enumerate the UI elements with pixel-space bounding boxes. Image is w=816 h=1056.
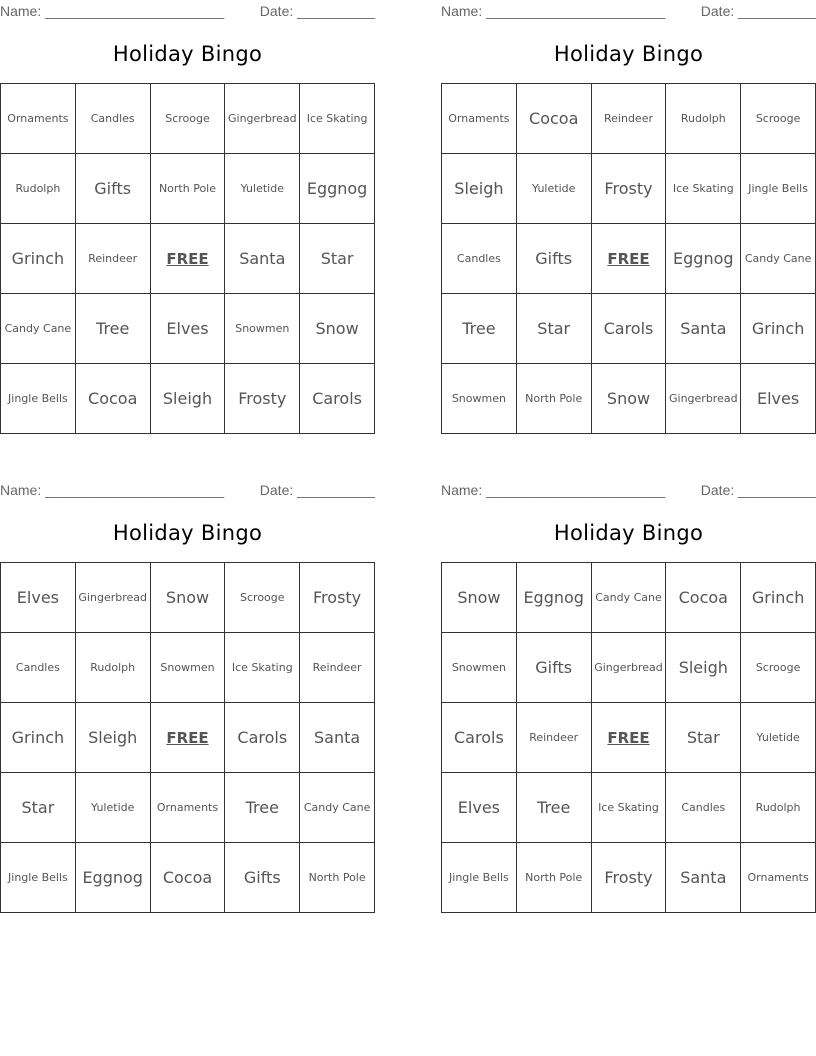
- bingo-cell: Eggnog: [300, 154, 375, 224]
- bingo-cell: Tree: [76, 294, 151, 364]
- bingo-cell: Elves: [442, 773, 517, 843]
- name-date-row: [0, 479, 375, 499]
- bingo-cell: Scrooge: [741, 84, 816, 154]
- bingo-cell: Gingerbread: [76, 563, 151, 633]
- name-field: Name: _______________________: [0, 482, 225, 498]
- bingo-cell: Gifts: [225, 843, 300, 913]
- bingo-cell: Grinch: [1, 224, 76, 294]
- bingo-cell: Snowmen: [442, 633, 517, 703]
- bingo-cell: Carols: [225, 703, 300, 773]
- bingo-cell: Snow: [300, 294, 375, 364]
- bingo-cell: Santa: [300, 703, 375, 773]
- bingo-cell: Sleigh: [666, 633, 741, 703]
- bingo-cell: Reindeer: [517, 703, 592, 773]
- bingo-cell: Star: [1, 773, 76, 843]
- bingo-cell: Gingerbread: [666, 364, 741, 434]
- bingo-cell: Ice Skating: [225, 633, 300, 703]
- bingo-cell: Gingerbread: [592, 633, 667, 703]
- bingo-grid: [441, 562, 816, 913]
- bingo-cell: North Pole: [517, 364, 592, 434]
- card-title: Holiday Bingo: [112, 521, 263, 545]
- bingo-cell: Snowmen: [442, 364, 517, 434]
- bingo-cell: Scrooge: [225, 563, 300, 633]
- bingo-cell: Candles: [1, 633, 76, 703]
- bingo-cell: Scrooge: [741, 633, 816, 703]
- bingo-cell: Elves: [151, 294, 226, 364]
- bingo-cell: North Pole: [517, 843, 592, 913]
- date-field: Date: __________: [259, 3, 375, 19]
- card-title: Holiday Bingo: [112, 42, 263, 66]
- free-space: FREE: [151, 703, 226, 773]
- bingo-cell: Ice Skating: [592, 773, 667, 843]
- bingo-grid: [441, 83, 816, 434]
- bingo-cell: Carols: [442, 703, 517, 773]
- bingo-cell: Candles: [76, 84, 151, 154]
- bingo-cell: Yuletide: [225, 154, 300, 224]
- bingo-cell: Snow: [151, 563, 226, 633]
- free-space: FREE: [592, 703, 667, 773]
- bingo-cell: Sleigh: [151, 364, 226, 434]
- bingo-cell: Snowmen: [151, 633, 226, 703]
- name-field: Name: _______________________: [441, 482, 666, 498]
- bingo-cell: Candy Cane: [300, 773, 375, 843]
- name-date-row: [0, 0, 375, 20]
- bingo-cell: Star: [300, 224, 375, 294]
- bingo-cell: Santa: [666, 843, 741, 913]
- free-space: FREE: [592, 224, 667, 294]
- bingo-grid: [0, 562, 375, 913]
- bingo-cell: Sleigh: [76, 703, 151, 773]
- bingo-cell: Candy Cane: [1, 294, 76, 364]
- bingo-cell: Yuletide: [741, 703, 816, 773]
- bingo-cell: Sleigh: [442, 154, 517, 224]
- bingo-cell: Eggnog: [666, 224, 741, 294]
- bingo-cell: Reindeer: [76, 224, 151, 294]
- bingo-cell: Carols: [592, 294, 667, 364]
- bingo-cell: Ice Skating: [300, 84, 375, 154]
- bingo-cell: Jingle Bells: [442, 843, 517, 913]
- name-field: Name: _______________________: [441, 3, 666, 19]
- bingo-cell: North Pole: [300, 843, 375, 913]
- bingo-cell: Tree: [225, 773, 300, 843]
- bingo-cell: Carols: [300, 364, 375, 434]
- bingo-cell: Star: [666, 703, 741, 773]
- bingo-cell: Gingerbread: [225, 84, 300, 154]
- bingo-cell: Jingle Bells: [741, 154, 816, 224]
- bingo-cell: Grinch: [741, 563, 816, 633]
- bingo-cell: Frosty: [592, 154, 667, 224]
- bingo-cell: Star: [517, 294, 592, 364]
- bingo-cell: Tree: [517, 773, 592, 843]
- bingo-cell: Reindeer: [300, 633, 375, 703]
- bingo-cell: Snow: [442, 563, 517, 633]
- date-field: Date: __________: [700, 3, 816, 19]
- bingo-cell: Rudolph: [741, 773, 816, 843]
- bingo-cell: Tree: [442, 294, 517, 364]
- card-title: Holiday Bingo: [553, 521, 704, 545]
- bingo-cell: Reindeer: [592, 84, 667, 154]
- bingo-cell: Elves: [1, 563, 76, 633]
- bingo-cell: Cocoa: [151, 843, 226, 913]
- free-space: FREE: [151, 224, 226, 294]
- bingo-cell: Ornaments: [151, 773, 226, 843]
- bingo-cell: Scrooge: [151, 84, 226, 154]
- bingo-cell: Eggnog: [76, 843, 151, 913]
- bingo-cell: Snowmen: [225, 294, 300, 364]
- bingo-grid: [0, 83, 375, 434]
- bingo-cell: Yuletide: [517, 154, 592, 224]
- bingo-cell: Candy Cane: [741, 224, 816, 294]
- bingo-cell: Yuletide: [76, 773, 151, 843]
- bingo-cell: Gifts: [517, 633, 592, 703]
- bingo-cell: Frosty: [592, 843, 667, 913]
- bingo-cell: Snow: [592, 364, 667, 434]
- bingo-cell: Jingle Bells: [1, 364, 76, 434]
- bingo-cell: Jingle Bells: [1, 843, 76, 913]
- bingo-cell: Santa: [225, 224, 300, 294]
- bingo-cell: Rudolph: [1, 154, 76, 224]
- bingo-cell: Elves: [741, 364, 816, 434]
- bingo-cell: Ice Skating: [666, 154, 741, 224]
- bingo-cell: Cocoa: [666, 563, 741, 633]
- bingo-cell: Candles: [442, 224, 517, 294]
- name-date-row: [441, 0, 816, 20]
- bingo-cell: Gifts: [517, 224, 592, 294]
- bingo-cell: Grinch: [1, 703, 76, 773]
- card-title: Holiday Bingo: [553, 42, 704, 66]
- bingo-cell: Ornaments: [442, 84, 517, 154]
- bingo-cell: Eggnog: [517, 563, 592, 633]
- bingo-cell: Gifts: [76, 154, 151, 224]
- date-field: Date: __________: [259, 482, 375, 498]
- bingo-cell: Rudolph: [666, 84, 741, 154]
- date-field: Date: __________: [700, 482, 816, 498]
- bingo-cell: Frosty: [225, 364, 300, 434]
- bingo-cell: Cocoa: [76, 364, 151, 434]
- bingo-cell: Cocoa: [517, 84, 592, 154]
- bingo-cell: Ornaments: [741, 843, 816, 913]
- name-date-row: [441, 479, 816, 499]
- bingo-cell: Frosty: [300, 563, 375, 633]
- bingo-cell: Candy Cane: [592, 563, 667, 633]
- bingo-cell: Ornaments: [1, 84, 76, 154]
- bingo-cell: Grinch: [741, 294, 816, 364]
- bingo-cell: Candles: [666, 773, 741, 843]
- bingo-cell: Santa: [666, 294, 741, 364]
- bingo-cell: North Pole: [151, 154, 226, 224]
- name-field: Name: _______________________: [0, 3, 225, 19]
- bingo-cell: Rudolph: [76, 633, 151, 703]
